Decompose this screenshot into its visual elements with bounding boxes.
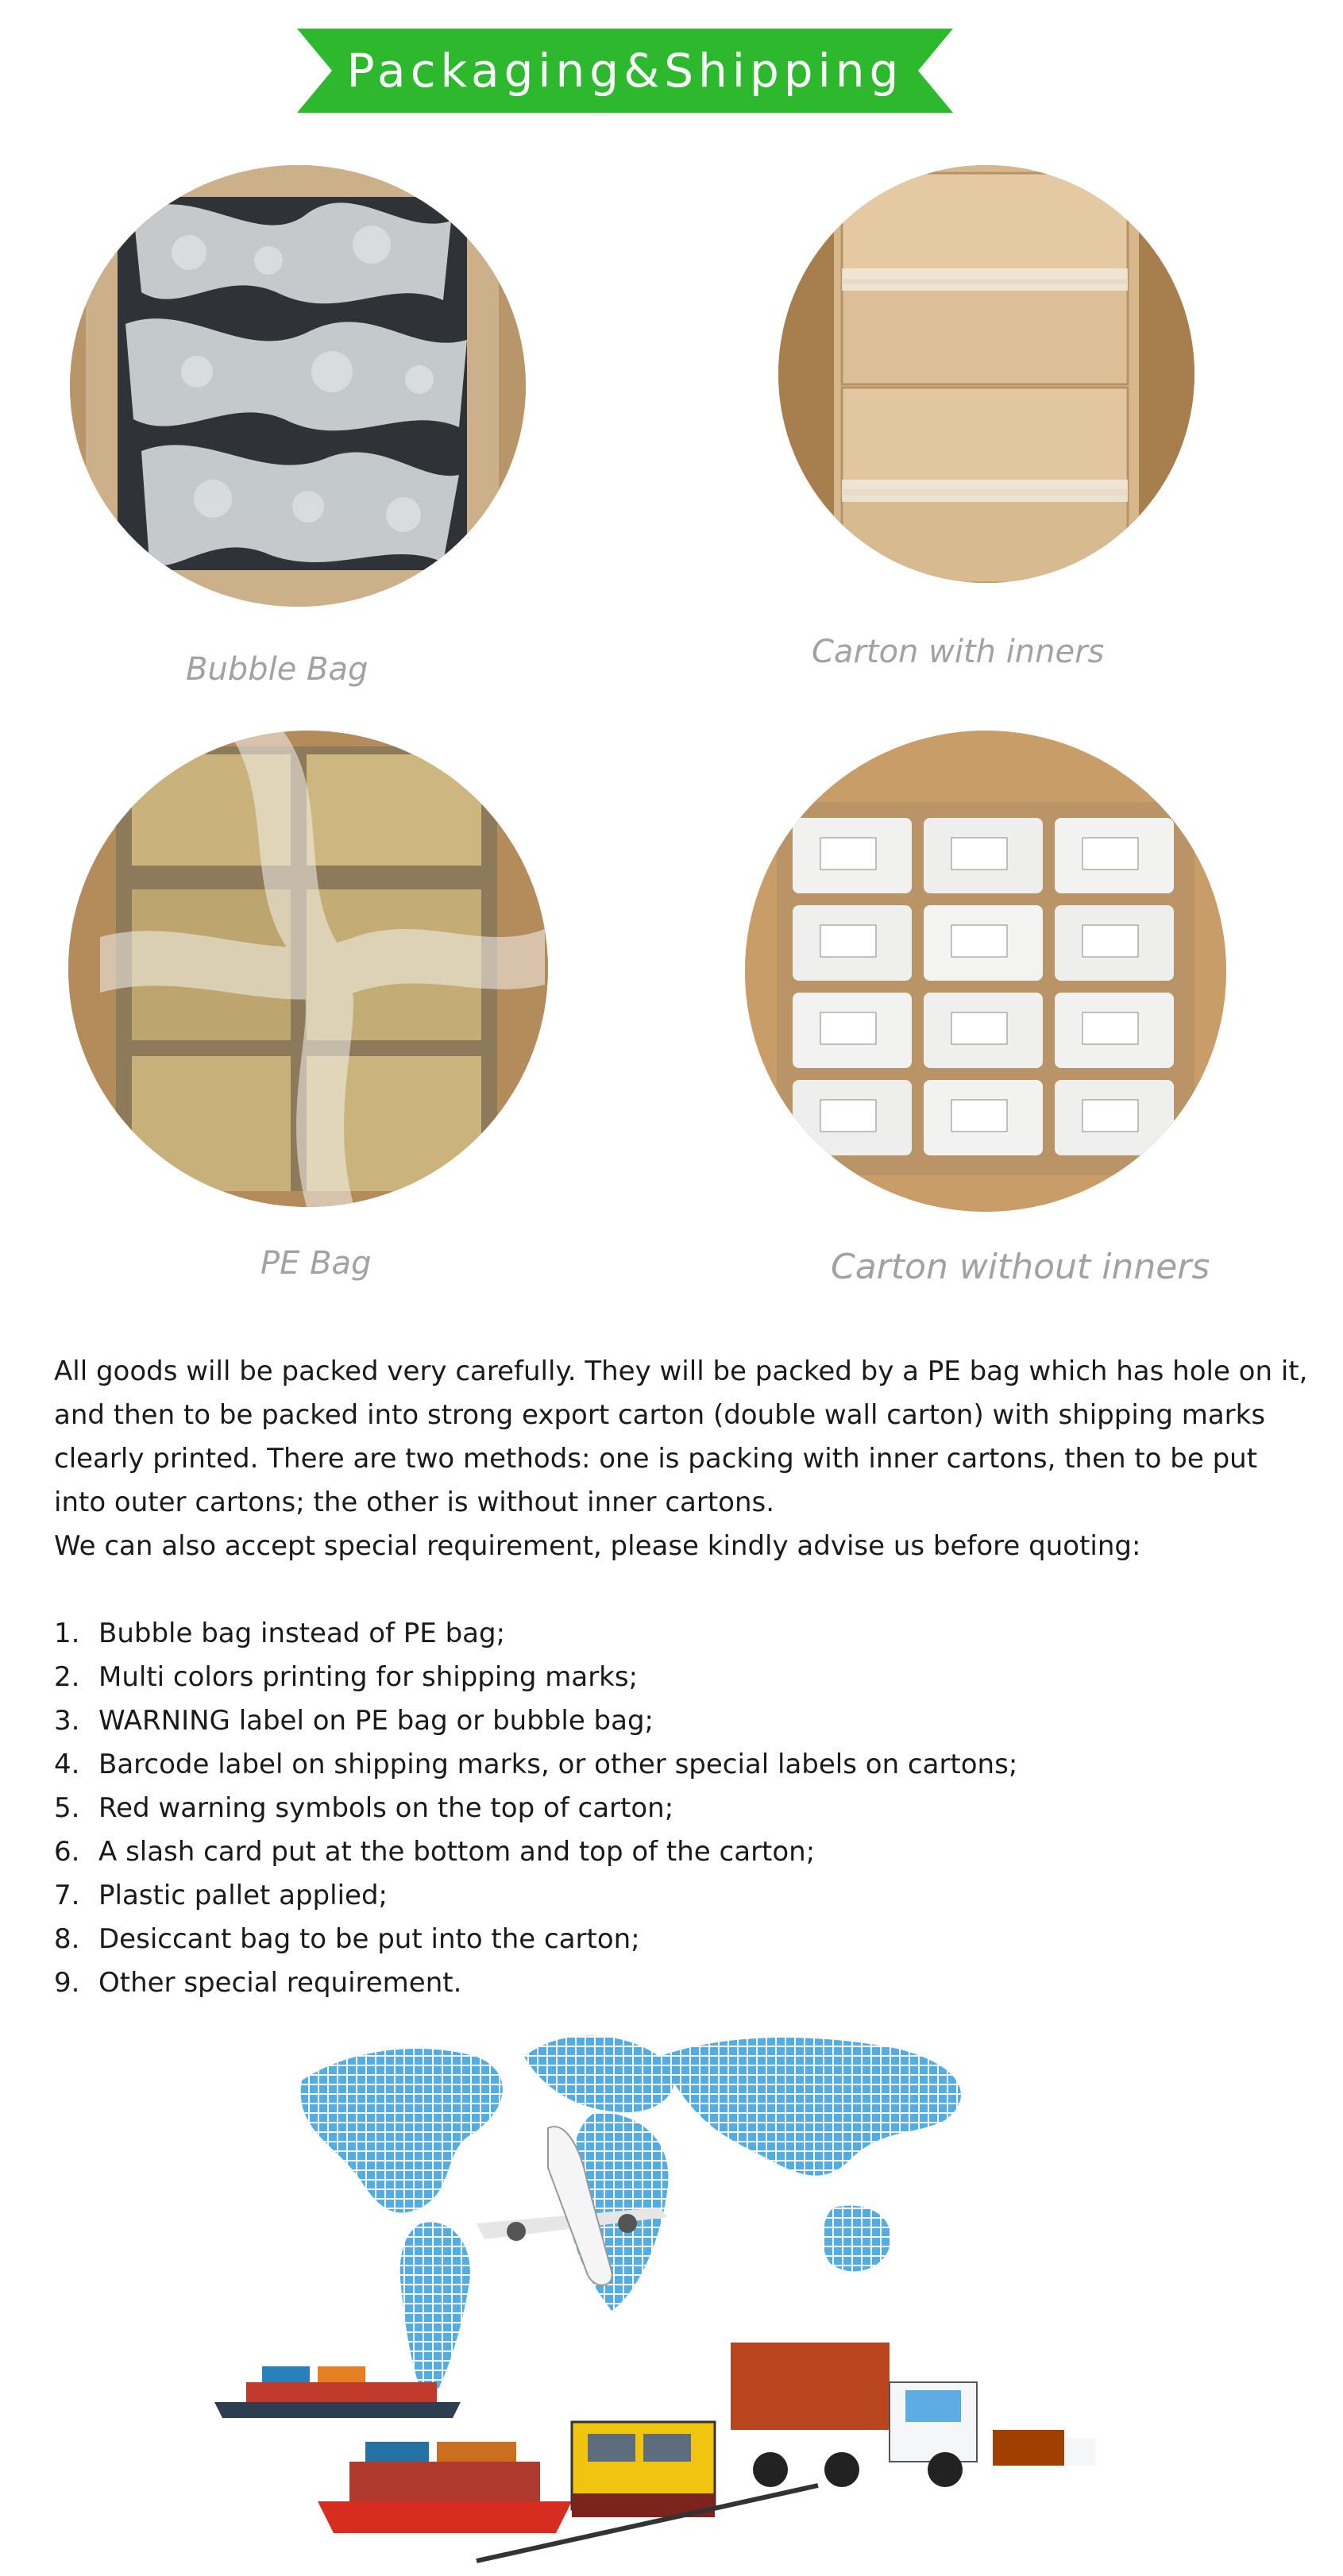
banner-title: Packaging&Shipping xyxy=(346,44,904,98)
list-item: 2. Multi colors printing for shipping marks; xyxy=(54,1661,639,1693)
requirements-list xyxy=(54,1612,1317,2005)
bubble-bag-photo xyxy=(70,165,526,607)
list-item: 7. Plastic pallet applied; xyxy=(54,1880,388,1911)
carton-without-inners-photo xyxy=(745,731,1226,1212)
pe-bag-photo xyxy=(68,731,548,1207)
carton-with-inners-photo xyxy=(778,165,1194,583)
packaging-description xyxy=(54,1350,1317,2005)
bubble-bag-caption: Bubble Bag xyxy=(186,651,369,688)
list-item: 1. Bubble bag instead of PE bag; xyxy=(54,1618,506,1649)
list-item: 5. Red warning symbols on the top of carton; xyxy=(54,1792,674,1824)
list-item: 9. Other special requirement. xyxy=(54,1967,462,1999)
list-item: 4. Barcode label on shipping marks, or other special labels on cartons; xyxy=(54,1749,1018,1780)
list-item: 6. A slash card put at the bottom and top of the carton; xyxy=(54,1836,816,1868)
description-paragraph: All goods will be packed very carefully. They will be packed by a PE bag which has hole on it, and then to be packed into strong export carton (double wall carton) with shipping marks clearly printed. There are two methods: one is packing with inner cartons, then to be put into outer cartons; the other is without inner cartons. xyxy=(54,1355,1308,1518)
carton-without-inners-caption: Carton without inners xyxy=(831,1247,1210,1287)
carton-with-inners-caption: Carton with inners xyxy=(812,634,1105,670)
section-banner xyxy=(297,29,953,113)
world-map-airplane-ship-train-truck xyxy=(214,2009,1136,2565)
pe-bag-caption: PE Bag xyxy=(260,1245,372,1282)
list-item: 8. Desiccant bag to be put into the carton; xyxy=(54,1923,640,1955)
list-item: 3. WARNING label on PE bag or bubble bag; xyxy=(54,1705,654,1737)
requirements-intro: We can also accept special requirement, please kindly advise us before quoting: xyxy=(54,1530,1141,1562)
